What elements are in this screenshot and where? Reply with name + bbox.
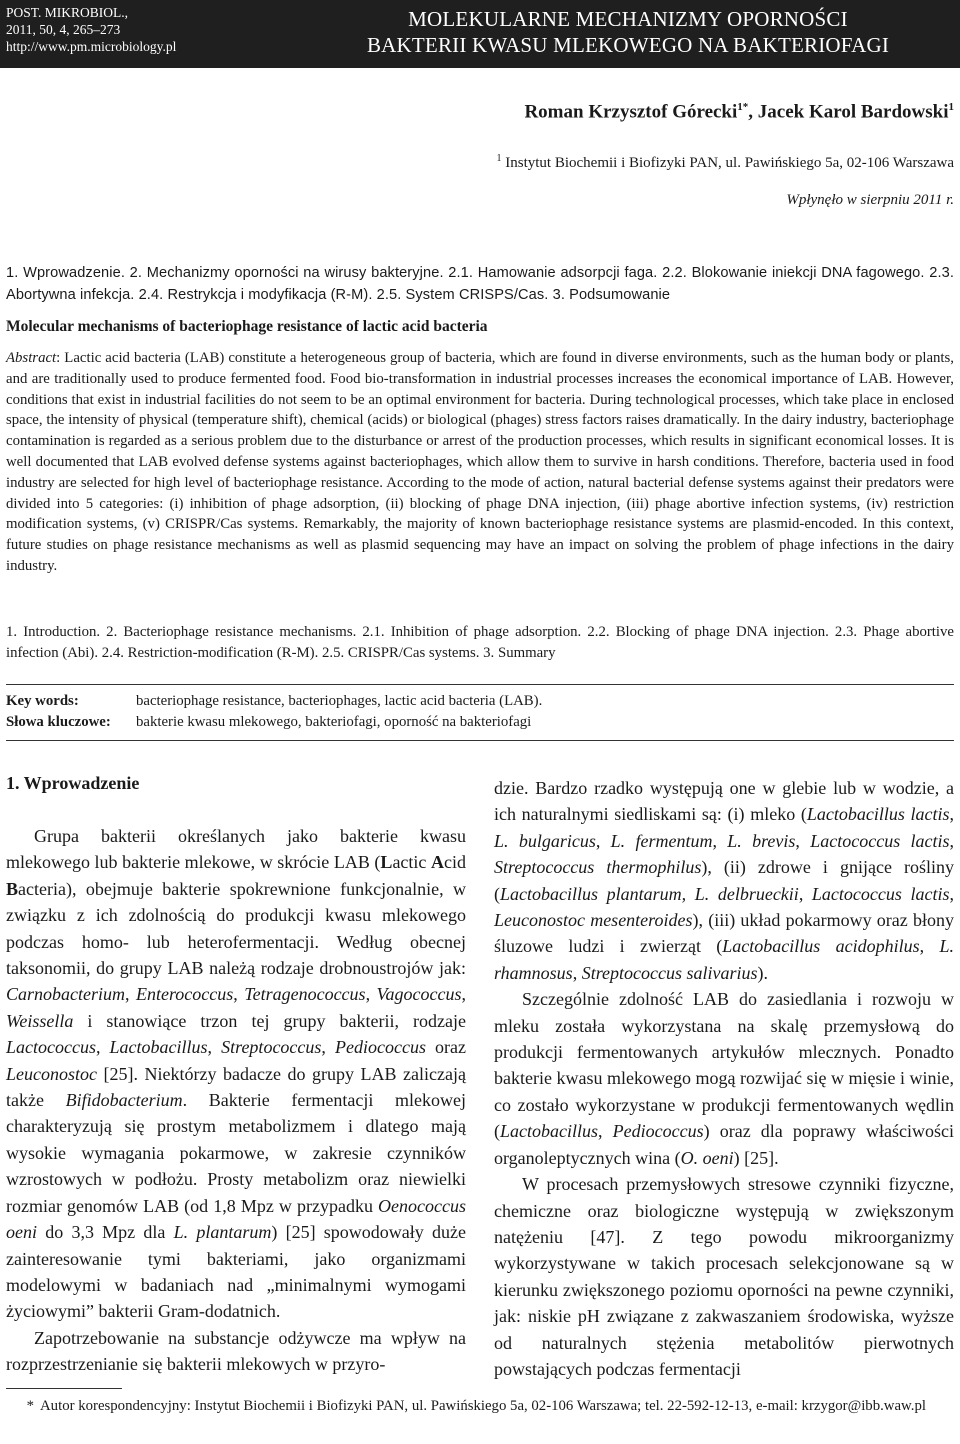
keywords-en-row [6, 691, 542, 711]
text-run: dzie. Bardzo rzadko występują one w glebie lub w wodzie, a ich naturalnymi siedliskami są: (i) mleko ( [494, 778, 954, 825]
journal-url[interactable]: http://www.pm.microbiology.pl [6, 39, 177, 54]
author-2-affil: 1 [948, 101, 954, 113]
english-title: Molecular mechanisms of bacteriophage resistance of lactic acid bacteria [6, 318, 488, 335]
body-paragraph [494, 986, 954, 1171]
acronym-letter: L [380, 852, 393, 873]
taxon-name: Lactobacillus [109, 1037, 208, 1058]
text-run: , [125, 984, 136, 1005]
received-date: Wpłynęło w sierpniu 2011 r. [786, 192, 954, 208]
author-1-corresponding-mark: * [742, 101, 749, 113]
text-run: , [712, 830, 728, 851]
text-run: Szczególnie zdolność LAB do zasiedlania i rozwoju w mleku została wykorzystana na skalę przemysłową do produkcji fermentowanych artykułów mlecznych. Ponadto bakterie kwasu mlekowego mogą rozwijać się w mięsie i winie, co zostało wykorzystane w produkcji fermentowanych wędlin ( [494, 989, 954, 1142]
text-run: , [321, 1037, 335, 1058]
taxon-name: Vagococcus [376, 984, 462, 1005]
text-run: , [949, 804, 954, 825]
authors [524, 101, 954, 123]
text-run: cid [443, 852, 466, 873]
section-heading: 1. Wprowadzenie [6, 773, 140, 793]
text-run: acteria), obejmuje bakterie spokrewnione funkcjonalnie, w związku z ich zdolnością do produkcji kwasu mlekowego podczas homo- lub heterofermentacji. Według obecnej taksonomii, do grupy LAB należą rodzaje drobnoustrojów jak: [6, 878, 466, 979]
taxon-name: Leuconostoc mesenteroides [494, 910, 693, 931]
text-run: , [572, 962, 582, 983]
text-run: . Bakterie fermentacji mlekowej charakteryzują się prostym metabolizmem i dlatego mają wysokie wymagania pokarmowe, w zakresie czynników wzrostowych w podłożu. Prosty metabolizm oraz niewielki rozmiar genomów LAB (od 1,8 Mpz w przypadku [6, 1090, 467, 1216]
taxon-name: Weissella [6, 1010, 74, 1031]
text-run: , [95, 1037, 110, 1058]
text-run: ). [757, 962, 769, 983]
taxon-name: Lactobacillus plantarum, L. delbrueckii [500, 883, 799, 904]
text-run: , [919, 936, 940, 957]
text-run: , [207, 1037, 222, 1058]
taxon-name: Lactococcus lactis [811, 883, 950, 904]
text-run: , [233, 984, 245, 1005]
author-2: Jacek Karol Bardowski [757, 101, 949, 123]
footnote-rule [6, 1388, 122, 1389]
keywords-en-value: bacteriophage resistance, bacteriophages, lactic acid bacteria (LAB). [136, 693, 543, 709]
footnote-text: Autor korespondencyjny: Instytut Biochemii i Biofizyki PAN, ul. Pawińskiego 5a, 02-106 Warszawa; tel. 22-592-12-13, e-mail: krzygor@ibb.waw.pl [40, 1398, 926, 1414]
text-run: ) oraz dla poprawy właściwości organoleptycznych wina ( [494, 1121, 954, 1168]
body-column-left [6, 823, 466, 1378]
taxon-name: Leuconostoc [6, 1063, 97, 1084]
journal-name: POST. MIKROBIOL., [6, 5, 129, 20]
text-run: , [461, 984, 467, 1005]
article-title-line2: BAKTERII KWASU MLEKOWEGO NA BAKTERIOFAGI [366, 33, 890, 57]
taxon-name: L. fermentum [610, 830, 713, 851]
text-run: actic [392, 852, 431, 873]
body-paragraph [494, 1171, 954, 1382]
author-separator: , [748, 101, 758, 123]
affiliation-number: 1 [496, 153, 502, 164]
keywords-top-rule [6, 684, 954, 685]
text-run: , [949, 830, 954, 851]
text-run: do 3,3 Mpz dla [37, 1222, 174, 1243]
text-run: W procesach przemysłowych stresowe czynniki fizyczne, chemiczne oraz biologiczne występują w zwiększonym natężeniu [47]. Z tego powodu mikroorganizmy wykorzystywane w takich procesach selekcjonowane są w kierunku zwiększonego poziomu oporności na pewne czynniki, jak: niskie pH związane z zakwaszaniem środowiska, wyższe od naturalnych stężenia metabolitów pierwotnych powstających podczas fermentacji [494, 1174, 954, 1379]
affiliation-text: Instytut Biochemii i Biofizyki PAN, ul. Pawińskiego 5a, 02-106 Warszawa [501, 155, 954, 171]
taxon-name: Pediococcus [334, 1037, 426, 1058]
text-run: ), (ii) zdrowe i gnijące rośliny ( [494, 857, 954, 904]
taxon-name: Streptococcus thermophilus [494, 857, 702, 878]
author-1: Roman Krzysztof Górecki [524, 101, 738, 123]
text-run: , [598, 1121, 613, 1142]
text-run: ) [25] spowodowały duże zainteresowanie tymi bakteriami, jako organizmami modelowymi w badaniach nad „minimalnymi wymogami życiowymi” bakterii Gram-dodatnich. [6, 1222, 466, 1322]
taxon-name: Lactobacillus acidophilus [722, 936, 920, 957]
text-run: , [365, 984, 377, 1005]
contents-pl: 1. Wprowadzenie. 2. Mechanizmy oporności na wirusy bakteryjne. 2.1. Hamowanie adsorpcji faga. 2.2. Blokowanie iniekcji DNA fagowego. 2.3. Abortywna infekcja. 2.4. Restrykcja i modyfikacja (R-M). 2.5. System CRISPS/Cas. 3. Podsumowanie [6, 265, 954, 303]
acronym-letter: A [430, 852, 444, 873]
keywords-en-label: Key words: [6, 693, 79, 709]
text-run: Zapotrzebowanie na substancje odżywcze ma wpływ na rozprzestrzenianie się bakterii mlekowych w przyro- [6, 1327, 466, 1375]
footnote [6, 1396, 954, 1417]
keywords-pl-label: Słowa kluczowe: [6, 714, 111, 730]
text-run: ) [25]. [733, 1147, 779, 1168]
taxon-name: Lactobacillus [500, 1121, 598, 1142]
taxon-name: L. brevis [727, 830, 796, 851]
text-run: i stanowiące trzon tej grupy bakterii, rodzaje [73, 1010, 466, 1031]
acronym-letter: B [6, 878, 19, 899]
text-run: , [798, 883, 812, 904]
article-title [300, 6, 956, 58]
contents-en: 1. Introduction. 2. Bacteriophage resistance mechanisms. 2.1. Inhibition of phage adsorption. 2.2. Blocking of phage DNA injection. 2.3. Phage abortive infection (Abi). 2.4. Restriction-modification (R-M). 2.5. CRISPR/Cas systems. 3. Summary [6, 624, 954, 661]
body-column-right [494, 775, 954, 1382]
taxon-name: L. plantarum [173, 1222, 272, 1243]
text-run: , [595, 830, 611, 851]
footnote-mark: * [26, 1398, 34, 1414]
body-paragraph [6, 1325, 466, 1378]
journal-volume: 2011, 50, 4, 265–273 [6, 22, 121, 37]
keywords-pl-value: bakterie kwasu mlekowego, bakteriofagi, oporność na bakteriofagi [136, 714, 532, 730]
keywords-bottom-rule [6, 740, 954, 741]
body-paragraph [6, 823, 466, 1325]
journal-citation [6, 4, 176, 55]
taxon-name: Enterococcus [135, 984, 234, 1005]
taxon-name: O. oeni [680, 1147, 734, 1168]
taxon-name: Pediococcus [612, 1121, 704, 1142]
article-title-line1: MOLEKULARNE MECHANIZMY OPORNOŚCI [408, 7, 848, 31]
abstract-text: : Lactic acid bacteria (LAB) constitute a heterogeneous group of bacteria, which are found in diverse environments, such as the human body or plants, and are traditionally used to produce fermented food. Food bio-transformation in industrial processes increases the economical importance of LAB. However, conditions that exist in industrial facilities do not seem to be an optimal environment for bacteria. During technological processes, which take place in enclosed space, the intensity of physical (temperature shift), chemical (acids) or biological (phages) stress factors raises dramatically. In the dairy industry, bacteriophage contamination is regarded as a serious problem due to the disturbance or arrest of the production processes, which results in significant economical losses. It is well documented that LAB evolved defense systems against bacteriophages, which allow them to survive in harsh conditions. Therefore, bacteria used in food industry are selected for high level of bacteriophage resistance. According to the mode of action, natural bacterial defense systems against their predators were divided into 5 categories: (i) inhibition of phage adsorption, (ii) blocking of phage DNA injection, (iii) phage abortive infection systems, (iv) restriction modification systems, (v) CRISPR/Cas systems. Remarkably, the majority of known bacteriophage resistance systems are plasmid-encoded. In this context, future studies on phage resistance mechanisms as well as plasmid sequencing may have an impact on solving the problem of phage infections in the dairy industry. [6, 350, 954, 574]
taxon-name: Streptococcus salivarius [581, 962, 758, 983]
taxon-name: Lactococcus lactis [810, 830, 950, 851]
taxon-name: Streptococcus [221, 1037, 322, 1058]
abstract-label: Abstract [6, 350, 57, 366]
taxon-name: Tetragenococcus [244, 984, 366, 1005]
author-1-affil: 1 [737, 101, 743, 113]
text-run: [25]. Niektórzy badacze do grupy LAB zaliczają także [6, 1063, 466, 1111]
taxon-name: Bifidobacterium [65, 1090, 183, 1111]
text-run: oraz [425, 1037, 466, 1058]
affiliation [497, 153, 955, 172]
abstract [6, 348, 954, 577]
taxon-name: Carnobacterium [6, 984, 125, 1005]
taxon-name: Lactococcus [6, 1037, 96, 1058]
taxon-name: Oenococcus oeni [6, 1195, 466, 1243]
body-paragraph [494, 775, 954, 986]
taxon-name: Lactobacillus lactis [806, 804, 950, 825]
text-run: , [795, 830, 811, 851]
text-run: , [949, 883, 954, 904]
text-run: Grupa bakterii określanych jako bakterie kwasu mlekowego lub bakterie mlekowe, w skrócie LAB ( [6, 826, 466, 873]
text-run: ), (iii) układ pokarmowy oraz błony śluzowe ludzi i zwierząt ( [494, 910, 954, 957]
taxon-name: L. bulgaricus [494, 830, 596, 851]
keywords-pl-row [6, 712, 531, 732]
taxon-name: L. rhamnosus [494, 936, 954, 983]
